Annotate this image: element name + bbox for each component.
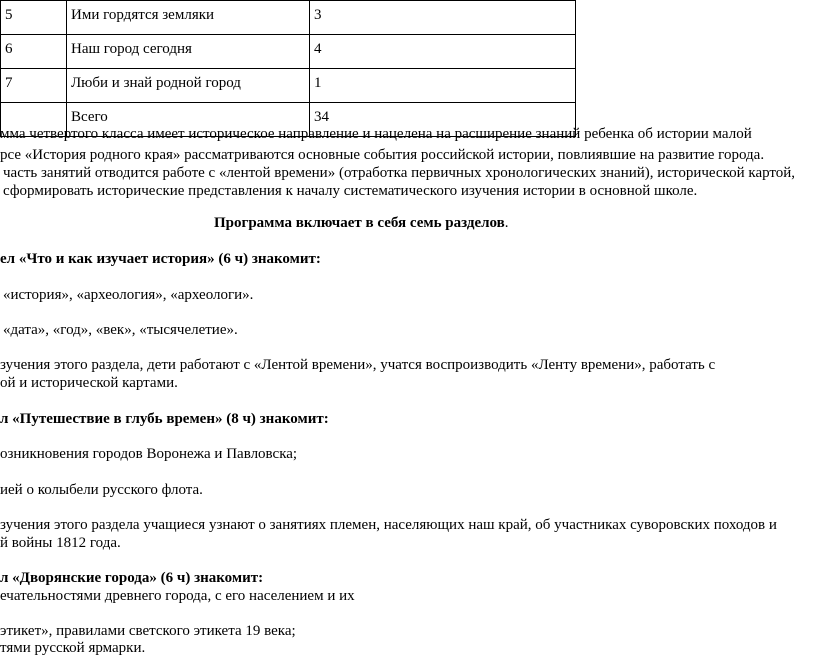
row-number: 6 xyxy=(1,35,67,69)
row-number: 7 xyxy=(1,69,67,103)
section-2-heading: л «Путешествие в глубь времен» (8 ч) знакомит: xyxy=(0,411,329,427)
row-title: Люби и знай родной город xyxy=(67,69,310,103)
section-3-item-3: тями русской ярмарки. xyxy=(0,640,146,656)
row-hours: 4 xyxy=(310,35,576,69)
row-title: Наш город сегодня xyxy=(67,35,310,69)
sections-table xyxy=(0,0,576,137)
section-1-heading: ел «Что и как изучает история» (6 ч) знакомит: xyxy=(0,251,321,267)
row-hours: 3 xyxy=(310,1,576,35)
program-heading xyxy=(214,214,509,232)
intro-line-1: мма четвертого класса имеет историческое направление и нацелена на расширение знаний ребенка об истории малой xyxy=(0,126,752,142)
row-number: 5 xyxy=(1,1,67,35)
row-title: Всего xyxy=(67,103,310,137)
section-2-item-2: ией о колыбели русского флота. xyxy=(0,482,203,498)
table-row xyxy=(1,35,576,69)
section-1-item-2: «дата», «год», «век», «тысячелетие». xyxy=(3,322,238,338)
section-3-item-1: ечательностями древнего города, с его населением и их xyxy=(0,588,355,604)
table-row xyxy=(1,1,576,35)
program-heading-text: Программа включает в себя семь разделов xyxy=(214,215,505,231)
section-3-item-2: этикет», правилами светского этикета 19 века; xyxy=(0,623,296,639)
row-title: Ими гордятся земляки xyxy=(67,1,310,35)
intro-line-2: рсе «История родного края» рассматриваются основные события российской истории, повлиявшие на развитие города. xyxy=(0,147,765,163)
section-1-item-1: «история», «археология», «археологи». xyxy=(3,287,254,303)
row-hours: 1 xyxy=(310,69,576,103)
section-2-text-2: й войны 1812 года. xyxy=(0,535,121,551)
table-row xyxy=(1,69,576,103)
intro-line-3: часть занятий отводится работе с «лентой времени» (отработка первичных хронологических знаний), исторической картой, xyxy=(3,165,796,181)
row-hours: 34 xyxy=(310,103,576,137)
section-2-text-1: зучения этого раздела учащиеся узнают о занятиях племен, населяющих наш край, об участниках суворовских походов и xyxy=(0,517,777,533)
section-1-text-2: ой и исторической картами. xyxy=(0,375,178,391)
program-heading-period: . xyxy=(504,215,509,231)
section-3-heading: л «Дворянские города» (6 ч) знакомит: xyxy=(0,570,264,586)
section-2-item-1: озникновения городов Воронежа и Павловска; xyxy=(0,446,298,462)
section-1-text-1: зучения этого раздела, дети работают с «Лентой времени», учатся воспроизводить «Ленту времени», работать с xyxy=(0,357,716,373)
intro-line-4: сформировать исторические представления к началу систематического изучения истории в основной школе. xyxy=(3,183,698,199)
